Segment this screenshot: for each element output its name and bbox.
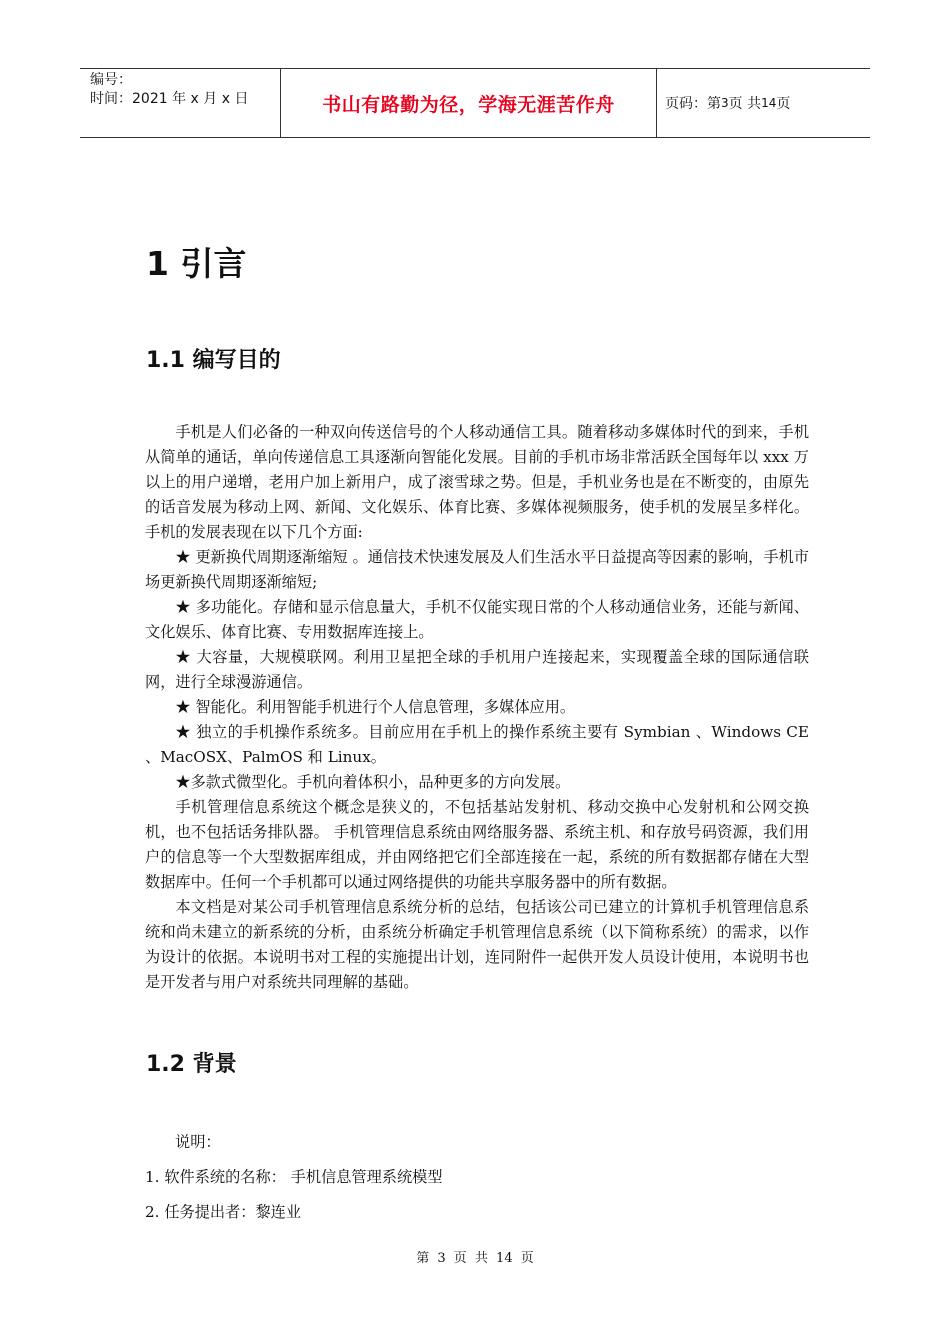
section-title-purpose: 1.1 编写目的 [146, 348, 281, 373]
serial-number-label: 编号： [90, 72, 132, 88]
bullet-paragraph: ★ 独立的手机操作系统多。目前应用在手机上的操作系统主要有 Symbian 、Windows CE 、MacOSX、PalmOS 和 Linux。 [145, 723, 809, 766]
bullet-paragraph: ★ 大容量，大规模联网。利用卫星把全球的手机用户连接起来，实现覆盖全球的国际通信联网，进行全球漫游通信。 [145, 648, 809, 691]
page-header [80, 68, 870, 138]
page-end-label: 页 [776, 96, 791, 112]
paragraph: 本文档是对某公司手机管理信息系统分析的总结，包括该公司已建立的计算机手机管理信息系统和尚未建立的新系统的分析，由系统分析确定手机管理信息系统（以下简称系统）的需求，以作为设计的依据。本说明书对工程的实施提出计划，连同附件一起供开发人员设计使用，本说明书也是开发者与用户对系统共同理解的基础。 [145, 898, 809, 991]
bullet-paragraph: ★ 智能化。利用智能手机进行个人信息管理，多媒体应用。 [175, 698, 576, 716]
page-total: 14 [761, 96, 777, 110]
bullet-paragraph: ★ 更新换代周期逐渐缩短 。通信技术快速发展及人们生活水平日益提高等因素的影响，手机市场更新换代周期逐渐缩短; [145, 548, 809, 591]
list-item: 2. 任务提出者：黎连业 [145, 1203, 302, 1221]
section-title-background: 1.2 背景 [146, 1052, 237, 1077]
background-list [145, 1125, 443, 1230]
date-label: 时间：2021 年 x 月 x 日 [90, 91, 249, 107]
page-number: 3 [721, 96, 729, 110]
section-title-intro: 1 引言 [146, 244, 247, 283]
note-label: 说明： [175, 1133, 221, 1151]
bullet-paragraph: ★ 多功能化。存储和显示信息量大，手机不仅能实现日常的个人移动通信业务，还能与新闻、文化娱乐、体育比赛、专用数据库连接上。 [145, 598, 809, 641]
header-motto: 书山有路勤为径，学海无涯苦作舟 [281, 69, 657, 137]
page-label: 页码：第 [665, 96, 721, 112]
bullet-paragraph: ★多款式微型化。手机向着体积小，品种更多的方向发展。 [175, 773, 571, 791]
list-item: 1. 软件系统的名称： 手机信息管理系统模型 [145, 1168, 443, 1186]
page-mid-label: 页 共 [728, 96, 762, 112]
page-footer: 第 3 页 共 14 页 [416, 1251, 534, 1266]
header-page-info [657, 69, 870, 137]
paragraph: 手机管理信息系统这个概念是狭义的，不包括基站发射机、移动交换中心发射机和公网交换机，也不包括话务排队器。 手机管理信息系统由网络服务器、系统主机、和存放号码资源，我们用户的信息等一个大型数据库组成，并由网络把它们全部连接在一起，系统的所有数据都存储在大型数据库中。任何一个手机都可以通过网络提供的功能共享服务器中的所有数据。 [145, 798, 809, 891]
purpose-body [145, 420, 809, 995]
header-meta [80, 69, 281, 137]
paragraph: 手机是人们必备的一种双向传送信号的个人移动通信工具。随着移动多媒体时代的到来，手机从简单的通话，单向传递信息工具逐渐向智能化发展。目前的手机市场非常活跃全国每年以 xxx 万以上的用户递增，老用户加上新用户，成了滚雪球之势。但是，手机业务也是在不断变的，由原先的话音发展为移动上网、新闻、文化娱乐、体育比赛、多媒体视频服务，使手机的发展呈多样化。手机的发展表现在以下几个方面: [145, 423, 809, 541]
